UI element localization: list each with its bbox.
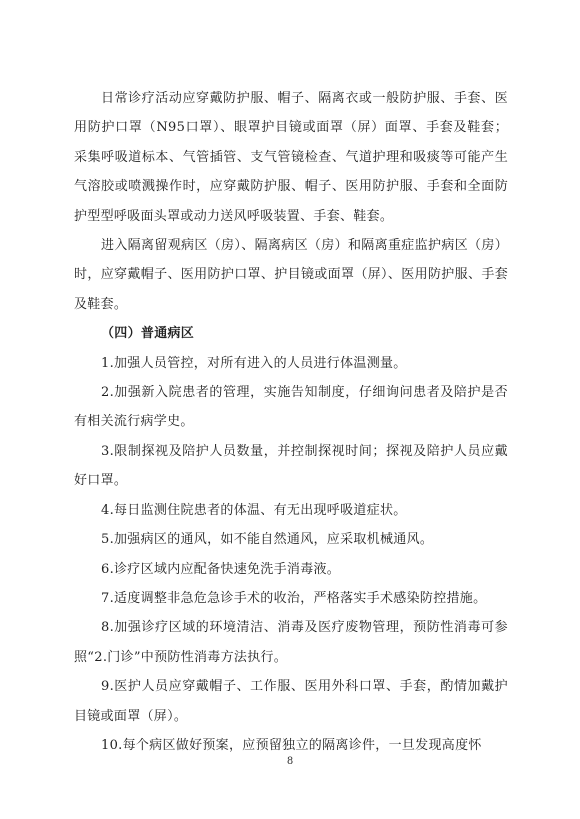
list-item: 7.适度调整非急危急诊手术的收治，严格落实手术感染防控措施。 bbox=[101, 590, 487, 606]
paragraph-ppe-isolation: 进入隔离留观病区（房）、隔离病区（房）和隔离重症监护病区（房）时，应穿戴帽子、医用防护口罩、护目镜或面罩（屏）、医用防护服、手套及鞋套。 bbox=[74, 238, 508, 312]
document-body bbox=[74, 84, 508, 760]
list-item: 8.加强诊疗区域的环境清洁、消毒及医疗废物管理，预防性消毒可参照“2.门诊”中预防性消毒方法执行。 bbox=[74, 620, 508, 665]
list-item: 1.加强人员管控，对所有进入的人员进行体温测量。 bbox=[101, 355, 407, 371]
list-item: 3.限制探视及陪护人员数量，并控制探视时间；探视及陪护人员应戴好口罩。 bbox=[74, 443, 508, 489]
page-number: 8 bbox=[286, 756, 294, 767]
list-item: 9.医护人员应穿戴帽子、工作服、医用外科口罩、手套，酌情加戴护目镜或面罩（屏）。 bbox=[74, 679, 508, 724]
section-heading-general-ward: （四）普通病区 bbox=[101, 326, 195, 342]
list-item: 2.加强新入院患者的管理，实施告知制度，仔细询问患者及陪护是否有相关流行病学史。 bbox=[74, 385, 508, 430]
list-item: 6.诊疗区域内应配备快速免洗手消毒液。 bbox=[101, 561, 341, 577]
list-item: 5.加强病区的通风，如不能自然通风，应采取机械通风。 bbox=[101, 532, 434, 548]
list-item: 4.每日监测住院患者的体温、有无出现呼吸道症状。 bbox=[101, 502, 407, 518]
paragraph-ppe-daily: 日常诊疗活动应穿戴防护服、帽子、隔离衣或一般防护服、手套、医用防护口罩（N95口罩）、眼罩护目镜或面罩（屏）面罩、手套及鞋套；采集呼吸道标本、气管插管、支气管镜检查、气道护理和吸痰等可能产生气溶胶或喷溅操作时，应穿戴防护服、帽子、医用防护服、手套和全面防护型型呼吸面头罩或动力送风呼吸装置、手套、鞋套。 bbox=[74, 91, 508, 224]
list-item: 10.每个病区做好预案，应预留独立的隔离诊件，一旦发现高度怀 bbox=[101, 737, 482, 753]
